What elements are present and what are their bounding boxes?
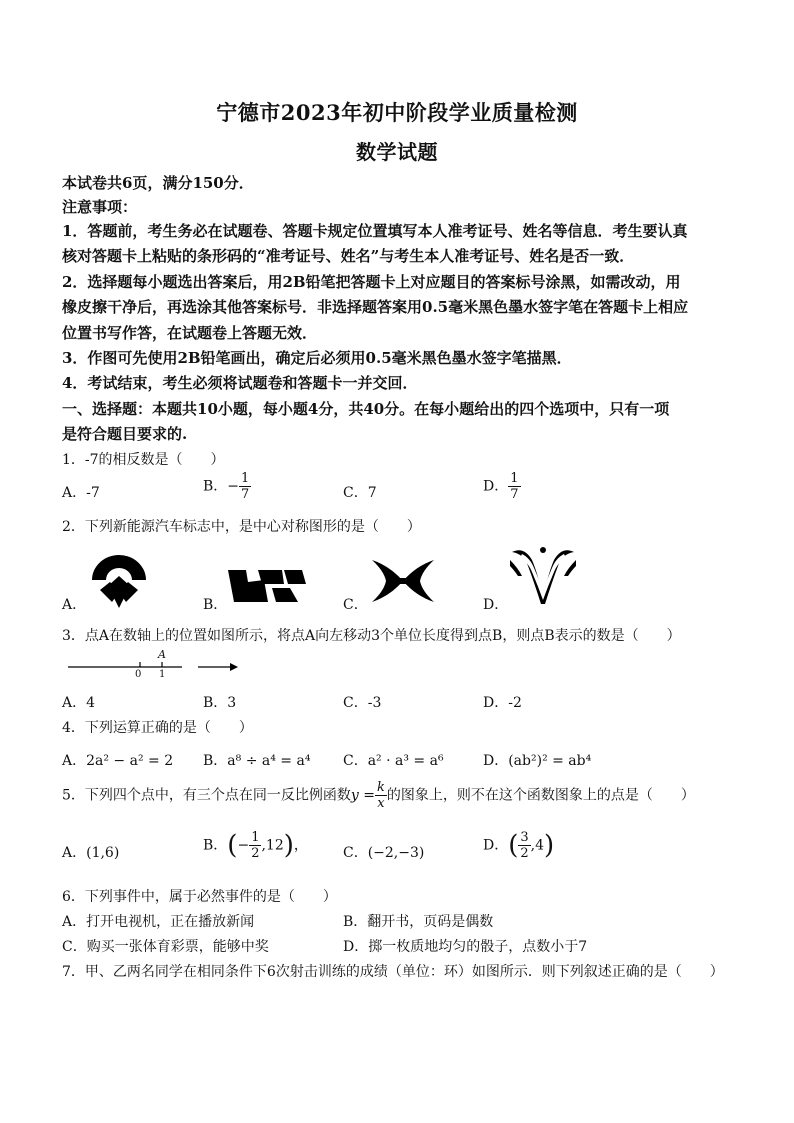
exam-title: 宁德市2023年初中阶段学业质量检测 (216, 100, 578, 125)
minus-sign: − (237, 837, 250, 854)
question-stem: 3．点A在数轴上的位置如图所示，将点A向左移动3个单位长度得到点B，则点B表示的数是（ ） (62, 628, 681, 644)
option-d: D．(ab²)² = ab⁴ (483, 753, 592, 769)
option-a: A．4 (62, 695, 96, 711)
option-label: D． (483, 478, 509, 495)
section-heading: 是符合题目要求的. (62, 425, 188, 443)
fraction-numerator: 1 (251, 830, 260, 845)
question-stem: 2．下列新能源汽车标志中，是中心对称图形的是（ ） (62, 519, 421, 535)
axis-zero-label: 0 (135, 669, 142, 680)
fraction-denominator: x (377, 796, 385, 811)
note-line: 1．答题前，考生务必在试题卷、答题卡规定位置填写本人准考证号、姓名等信息．考生要认真 (62, 222, 688, 240)
coordinate-tail: ,12 (261, 837, 284, 854)
option-b: B．翻开书，页码是偶数 (343, 914, 494, 930)
option-a: A．-7 (62, 485, 100, 501)
option-d (483, 471, 521, 502)
notice-label: 注意事项： (62, 198, 138, 216)
note-line: 位置书写作答，在试题卷上答题无效． (62, 324, 318, 342)
page-count-note: 本试卷共6页，满分150分． (62, 174, 254, 192)
option-label: B． (203, 478, 228, 495)
fraction (249, 830, 261, 861)
left-paren: ( (227, 830, 238, 861)
note-line: 橡皮擦干净后，再选涂其他答案标号．非选择题答案用0.5毫米黑色墨水签字笔在答题卡上相应 (62, 298, 689, 316)
comma: ， (293, 837, 308, 854)
option-a: A． (62, 597, 87, 613)
fraction-numerator: k (377, 780, 385, 795)
fraction-denominator: 7 (241, 487, 250, 502)
car-logo-wings-icon (508, 546, 578, 604)
option-c: C．7 (343, 485, 377, 501)
question-stem (62, 780, 695, 811)
option-b (203, 471, 251, 502)
right-paren: ) (544, 830, 555, 861)
left-paren: ( (508, 830, 519, 861)
option-label: B． (203, 837, 228, 854)
question-stem: 1．-7的相反数是（ ） (62, 452, 225, 468)
car-logo-parallelogram-icon (226, 566, 308, 604)
option-c: C．a² · a³ = a⁶ (343, 753, 444, 769)
fraction-numerator: 1 (510, 471, 519, 486)
number-line-figure (62, 648, 242, 682)
fraction (518, 830, 530, 861)
fraction (508, 471, 520, 502)
option-b (203, 830, 308, 861)
note-line: 3．作图可先使用2B铅笔画出，确定后必须用0.5毫米黑色墨水签字笔描黑． (62, 349, 572, 367)
exam-subtitle: 数学试题 (356, 140, 438, 164)
minus-sign: − (227, 478, 240, 495)
option-label: D． (483, 837, 509, 854)
option-d: D． (483, 597, 509, 613)
fraction-denominator: 7 (510, 487, 519, 502)
note-line: 4．考试结束，考生必须将试题卷和答题卡一并交回． (62, 374, 418, 392)
car-logo-bowtie-icon (370, 556, 436, 606)
fraction-denominator: 2 (251, 846, 260, 861)
fraction (239, 471, 251, 502)
note-line: 核对答题卡上粘贴的条形码的“准考证号、姓名”与考生本人准考证号、姓名是否一致． (62, 247, 635, 265)
question-stem: 4．下列运算正确的是（ ） (62, 720, 253, 736)
option-c: C．购买一张体育彩票，能够中奖 (62, 939, 269, 955)
function-y: y = (350, 787, 375, 804)
question-stem: 6．下列事件中，属于必然事件的是（ ） (62, 889, 337, 905)
option-d: D．掷一枚质地均匀的骰子，点数小于7 (343, 939, 588, 955)
option-c: C．(−2,−3) (343, 845, 425, 861)
option-d (483, 830, 554, 861)
option-b: B．a⁸ ÷ a⁴ = a⁴ (203, 753, 311, 769)
fraction (375, 780, 387, 811)
stem-text: 的图象上，则不在这个函数图象上的点是（ ） (386, 787, 695, 804)
stem-text: 5．下列四个点中，有三个点在同一反比例函数 (62, 787, 351, 804)
note-line: 2．选择题每小题选出答案后，用2B铅笔把答题卡上对应题目的答案标号涂黑，如需改动，用 (62, 273, 681, 291)
option-b: B．3 (203, 695, 237, 711)
coordinate-tail: ,4 (530, 837, 545, 854)
axis-point-label: A (158, 648, 166, 661)
option-a: A．打开电视机，正在播放新闻 (62, 914, 255, 930)
fraction-denominator: 2 (520, 846, 529, 861)
fraction-numerator: 1 (241, 471, 250, 486)
question-stem: 7．甲、乙两名同学在相同条件下6次射击训练的成绩（单位：环）如图所示．则下列叙述正确的是（ ） (62, 964, 724, 980)
axis-one-label: 1 (159, 669, 166, 680)
option-a: A．2a² − a² = 2 (62, 753, 174, 769)
option-c: C．-3 (343, 695, 382, 711)
section-heading: 一、选择题：本题共10小题，每小题4分，共40分。在每小题给出的四个选项中，只有一项 (62, 400, 670, 418)
option-c: C． (343, 597, 368, 613)
fraction-numerator: 3 (520, 830, 529, 845)
option-b: B． (203, 597, 228, 613)
right-paren: ) (283, 830, 294, 861)
car-logo-arch-icon (88, 550, 150, 608)
option-d: D．-2 (483, 695, 522, 711)
option-a: A．(1,6) (62, 845, 120, 861)
